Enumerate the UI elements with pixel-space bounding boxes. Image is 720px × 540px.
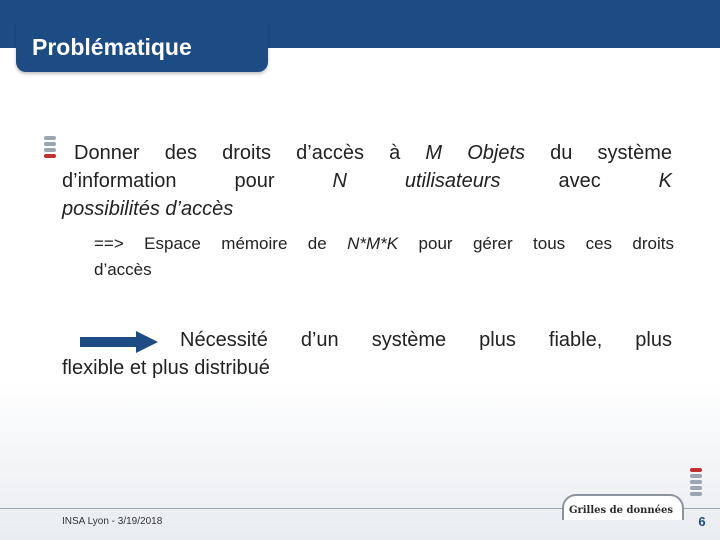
footer-date: INSA Lyon - 3/19/2018 [62,516,163,527]
conclusion-text [62,326,672,382]
emphasis-nmk: N*M*K [347,234,399,253]
conclusion-line-2: flexible et plus distribué [62,357,270,379]
sub-line-2: d’accès [94,260,152,279]
emphasis-objects: M Objets [425,142,525,164]
slide-title: Problématique [32,34,192,60]
page-number: 6 [698,514,706,529]
text-segment: d’information pour [62,170,333,192]
bullet-stack-icon [44,136,58,164]
main-bullet-text [62,139,672,223]
footer-stack-icon [690,468,704,502]
text-segment: ==> Espace mémoire de [94,234,348,253]
sub-bullet-text [94,231,674,283]
emphasis-k: K [658,170,672,192]
emphasis-users: N utilisateurs [332,170,501,192]
text-segment: Donner des droits d’accès à [74,142,426,164]
bullet-line-3: possibilités d’accès [62,198,234,220]
bullet-line-1 [62,139,672,167]
bullet-line-2 [62,167,672,195]
sub-line-1 [94,231,674,257]
text-segment: du système [525,142,672,164]
text-segment: avec [500,170,659,192]
brand-logo-text: Grilles de données [568,505,674,516]
text-segment: pour gérer tous ces droits [398,234,675,253]
conclusion-line-1: Nécessité d’un système plus fiable, plus [180,329,672,351]
